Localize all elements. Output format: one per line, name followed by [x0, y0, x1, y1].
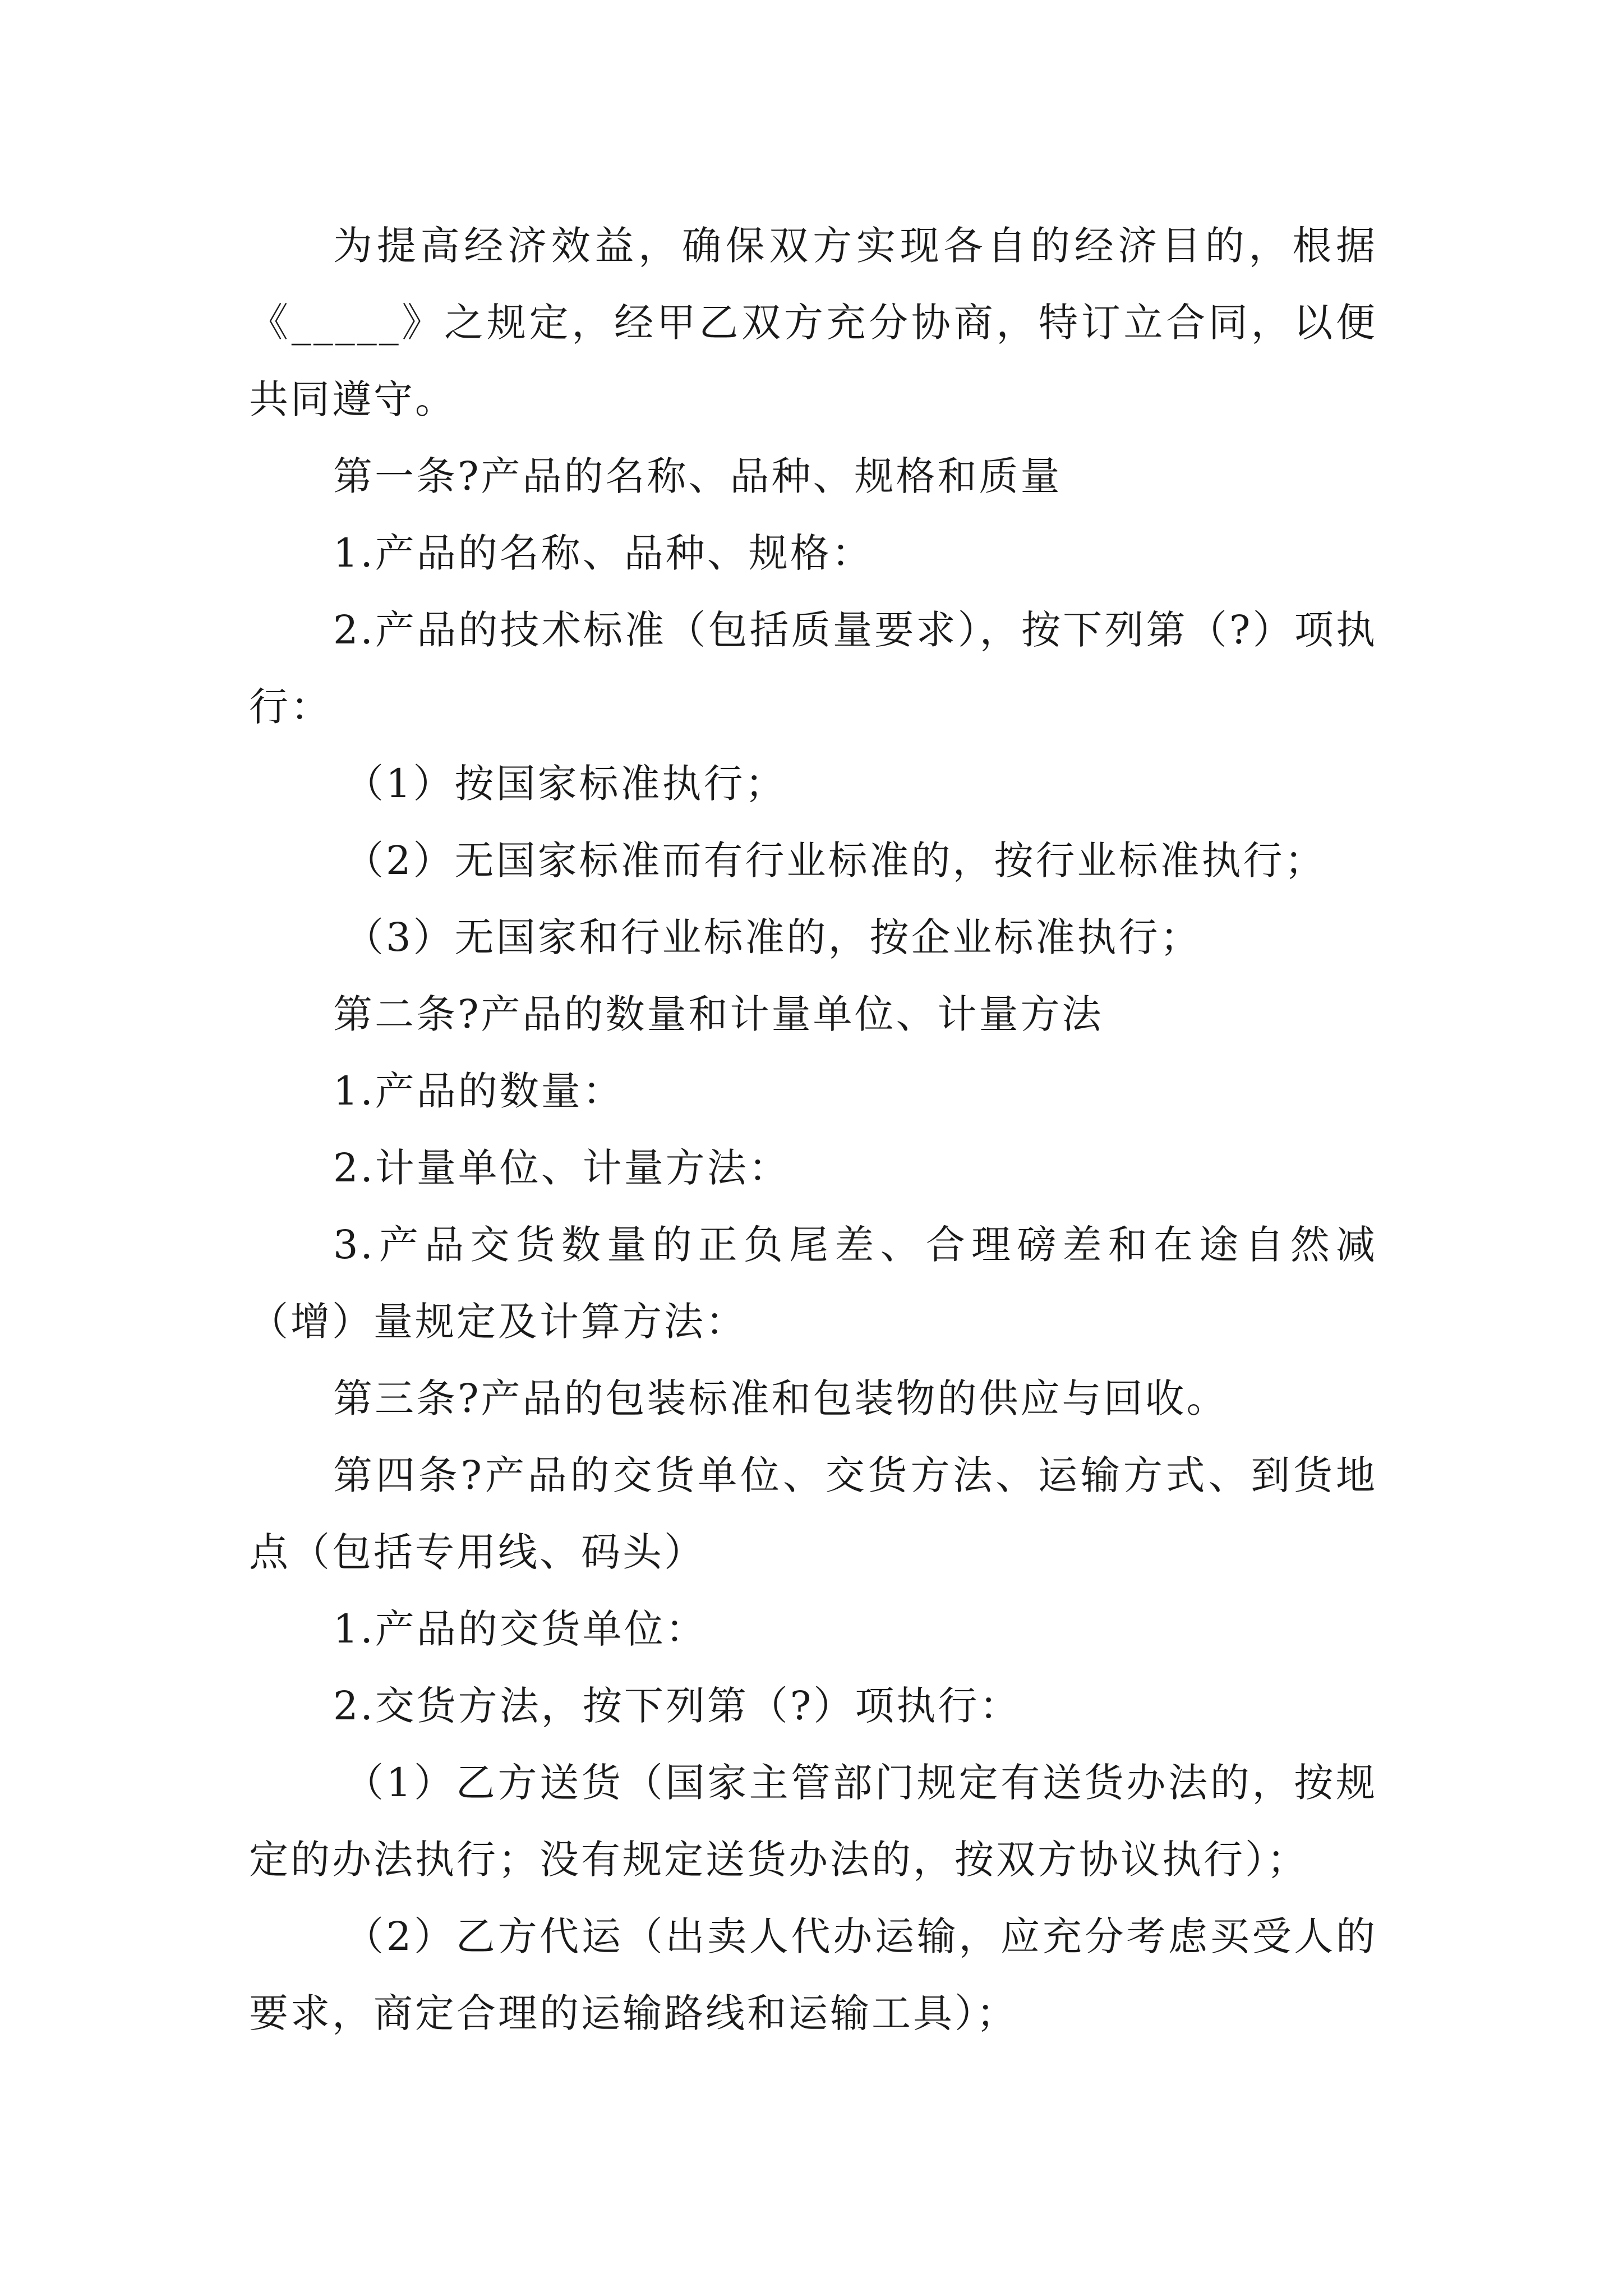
- paragraph-preamble: 为提高经济效益，确保双方实现各自的经济目的，根据《_____》之规定，经甲乙双方充分协商，特订立合同，以便共同遵守。: [249, 223, 1377, 422]
- article-1-heading: 第一条?产品的名称、品种、规格和质量: [333, 453, 1062, 499]
- article-2-item-2: 2.计量单位、计量方法：: [333, 1145, 790, 1191]
- article-2-heading: 第二条?产品的数量和计量单位、计量方法: [333, 991, 1104, 1037]
- article-3-heading: 第三条?产品的包装标准和包装物的供应与回收。: [333, 1375, 1228, 1421]
- article-1-item-2-option-2: （2）无国家标准而有行业标准的，按行业标准执行；: [344, 838, 1326, 884]
- article-1-item-2: 2.产品的技术标准（包括质量要求），按下列第（?）项执行：: [249, 607, 1377, 730]
- article-4-item-1: 1.产品的交货单位：: [333, 1606, 707, 1652]
- article-1-item-2-option-1: （1）按国家标准执行；: [344, 761, 787, 807]
- article-4-item-2-option-1: （1）乙方送货（国家主管部门规定有送货办法的，按规定的办法执行；没有规定送货办法的，按双方协议执行）；: [249, 1760, 1377, 1883]
- article-4-item-2-option-2: （2）乙方代运（出卖人代办运输，应充分考虑买受人的要求，商定合理的运输路线和运输工具）；: [249, 1913, 1377, 2036]
- document-body: [249, 208, 1377, 2052]
- article-4-heading: 第四条?产品的交货单位、交货方法、运输方式、到货地点（包括专用线、码头）: [249, 1452, 1377, 1575]
- article-2-item-1: 1.产品的数量：: [333, 1068, 624, 1114]
- article-4-item-2: 2.交货方法，按下列第（?）项执行：: [333, 1683, 1021, 1729]
- article-1-item-1: 1.产品的名称、品种、规格：: [333, 530, 873, 576]
- article-2-item-3: 3.产品交货数量的正负尾差、合理磅差和在途自然减（增）量规定及计算方法：: [249, 1222, 1377, 1345]
- article-1-item-2-option-3: （3）无国家和行业标准的，按企业标准执行；: [344, 914, 1202, 960]
